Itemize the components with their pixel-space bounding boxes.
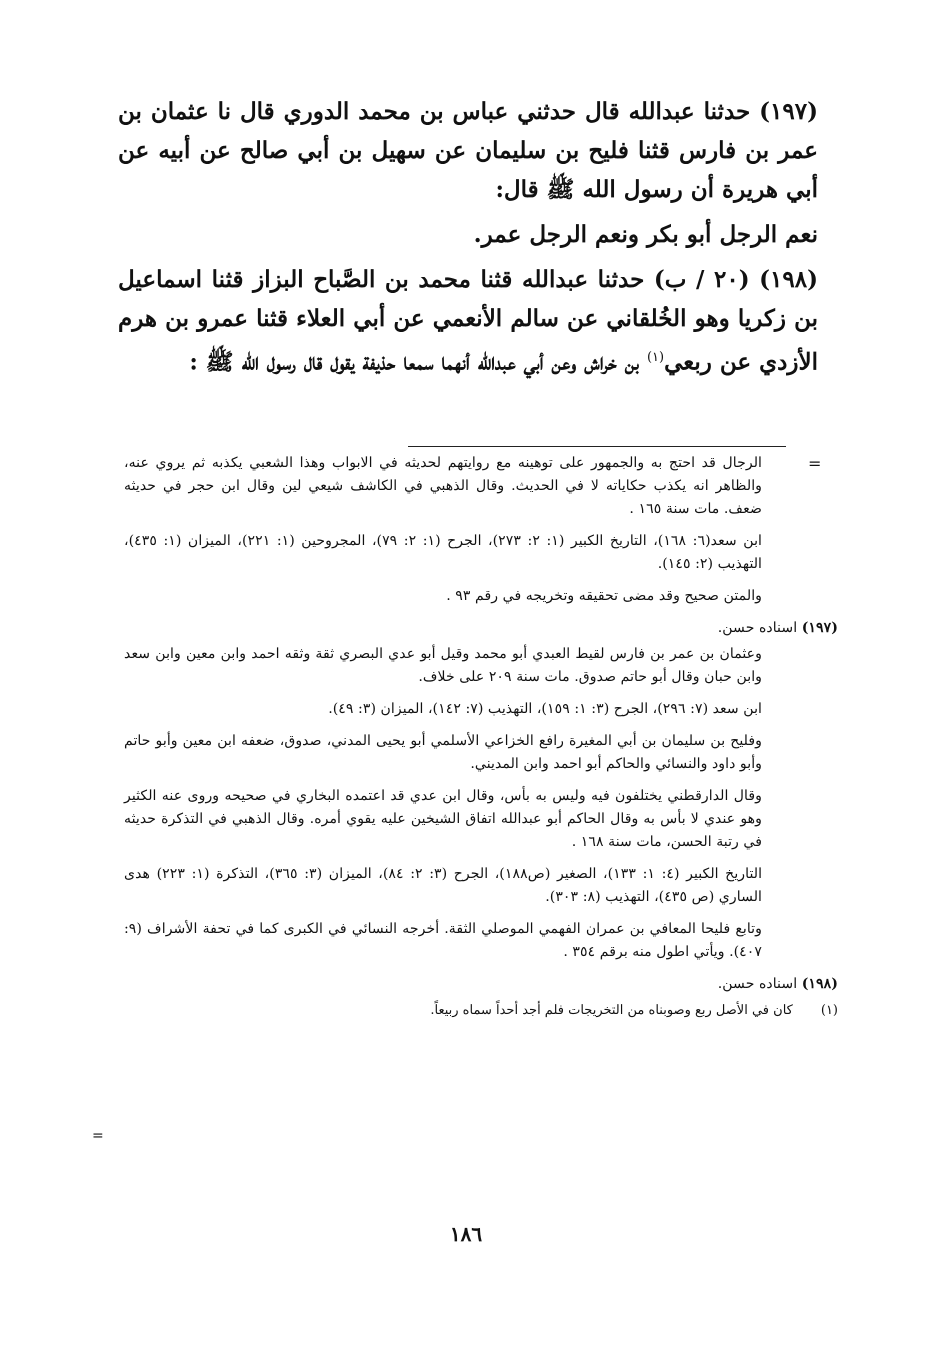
footnote-paragraph: الرجال قد احتج به والجمهور على توهينه مع روايتهم لحديثه في الابواب وهذا الشعبي يكذبه ثم يروي عنه، والظاهر انه يكذب حكاياته لا في الحديث. وقال الذهبي في الكاشف شيعي لين وقال ابن حجر في حديثه ضعف. مات سنة ١٦٥ . xyxy=(124,455,762,517)
footnote-1-text: كان في الأصل ربع وصوبناه من التخريجات فلم أجد أحداً سماه ربيعاً. xyxy=(430,1003,793,1018)
page-number: ١٨٦ xyxy=(449,1222,483,1246)
note-198-label: (١٩٨) xyxy=(801,976,838,992)
footnote-paragraph: والمتن صحيح وقد مضى تحقيقه وتخريجه في رقم ٩٣ . xyxy=(446,588,762,604)
footnote-1-label: (١) xyxy=(820,1003,838,1018)
hadith-198-isnad xyxy=(118,260,818,382)
hadith-198-text-b: بن خراش وعن أبي عبدالله أنهما سمعا حذيفة يقول قال رسول الله ﷺ : xyxy=(189,348,647,376)
footnote-paragraph: وتابع فليحا المعافي بن عمران الفهمي الموصلي الثقة. أخرجه النسائي في الكبرى كما في تحفة الأشراف (٩: ٤٠٧). ويأتي اطول منه برقم ٣٥٤ . xyxy=(124,921,762,960)
note-197-text: اسناده حسن. xyxy=(717,620,802,636)
footnote-paragraph: ابن سعد(٦: ١٦٨)، التاريخ الكبير (١: ٢: ٢٧٣)، الجرح (١: ٢: ٧٩)، المجروحين (١: ٢٢١)، الميزان (١: ٤٣٥)، التهذيب (٢: ١٤٥). xyxy=(124,533,762,572)
footnote-paragraph: التاريخ الكبير (٤: ١: ١٣٣)، الصغير (ص١٨٨)، الجرح (٣: ٢: ٨٤)، الميزان (٣: ٣٦٥)، التذكرة (١: ٢٢٣) هدى الساري (ص ٤٣٥)، التهذيب (٨: ٣٠٣). xyxy=(124,866,763,905)
footnote-ref-1: (١) xyxy=(646,350,665,365)
footnote-paragraph: وفليح بن سليمان بن أبي المغيرة رافع الخزاعي الأسلمي أبو يحيى المدني، صدوق، ضعفه ابن معين وأبو حاتم وأبو داود والنسائي والحاكم أبو احمد وابن المديني. xyxy=(124,733,762,772)
footnote-paragraph: ابن سعد (٧: ٢٩٦)، الجرح (٣: ١: ١٥٩)، التهذيب (٧: ١٤٢)، الميزان (٣: ٤٩). xyxy=(328,701,762,717)
note-198-heading xyxy=(124,973,838,996)
footnote-1 xyxy=(124,999,838,1022)
hadith-197-isnad: (١٩٧) حدثنا عبدالله قال حدثني عباس بن محمد الدوري قال نا عثمان بن عمر بن فارس قثنا فليح بن سليمان عن سهيل بن أبي صالح عن أبيه عن أبي هريرة أن رسول الله ﷺ قال: xyxy=(118,98,818,203)
footnote-divider xyxy=(408,446,786,447)
note-197-heading xyxy=(124,617,838,640)
hadith-197-matn: نعم الرجل أبو بكر ونعم الرجل عمر. xyxy=(473,221,818,248)
footnotes xyxy=(124,452,838,1031)
footnote-paragraph: وعثمان بن عمر بن فارس لقيط العبدي أبو محمد وقيل أبو عدي البصري ثقة وثقه احمد وابن معين وابن سعد وابن حبان وقال أبو حاتم صدوق. مات سنة ٢٠٩ على خلاف. xyxy=(124,646,762,685)
continuation-marker: = xyxy=(808,454,822,473)
note-197-label: (١٩٧) xyxy=(801,620,838,636)
note-198-text: اسناده حسن. xyxy=(717,976,802,992)
hadith-198-text-a: (١٩٨) (٢٠ / ب) حدثنا عبدالله قثنا محمد بن الصَّباح البزاز قثنا اسماعيل بن زكريا وهو الخُلقاني عن سالم الأنعمي عن أبي العلاء قثنا عمرو بن هرم الأزدي عن ربعي xyxy=(118,266,818,376)
continuation-marker-end: = xyxy=(92,1128,104,1144)
main-text xyxy=(118,92,818,388)
footnote-paragraph: وقال الدارقطني يختلفون فيه وليس به بأس، وقال ابن عدي قد اعتمده البخاري في صحيحه وروى عنه الكثير وهو عندي لا بأس به وقال الحاكم أبو عبدالله اتفاق الشيخين عليه يقوي أمره. وقال الذهبي في التذكرة حديثه في رتبة الحسن، مات سنة ١٦٨ . xyxy=(124,788,762,850)
